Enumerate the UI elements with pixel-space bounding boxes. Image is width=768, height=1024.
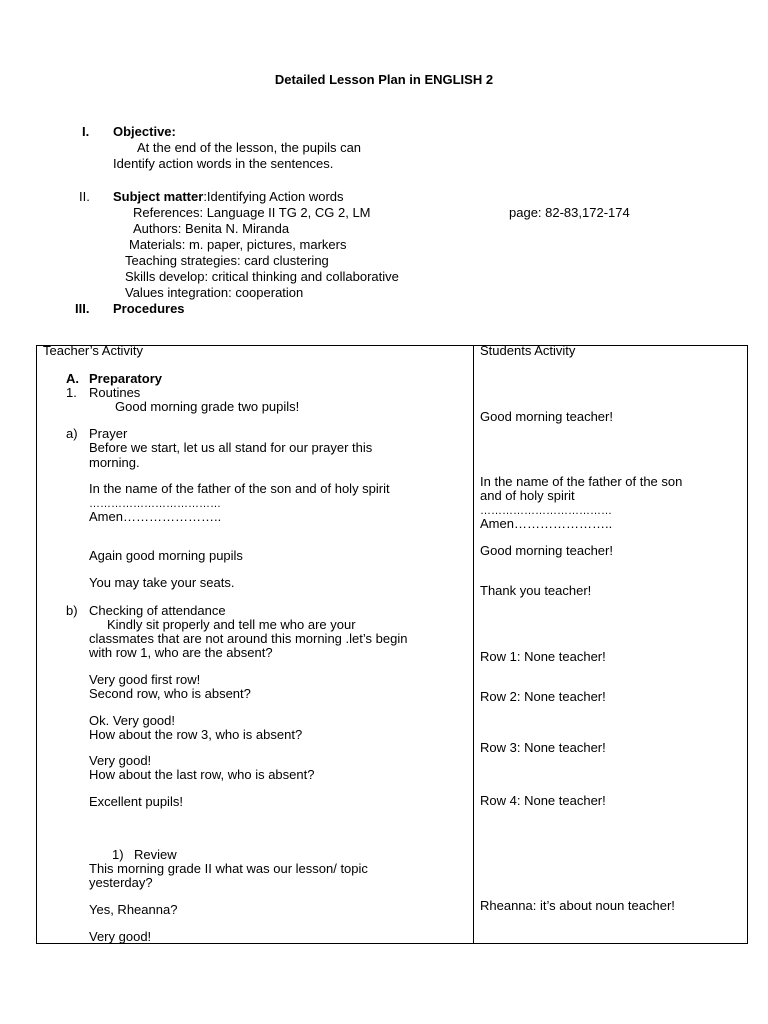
- student-row-1: Row 1: None teacher!: [480, 649, 606, 664]
- preparatory-label: A.: [66, 371, 79, 386]
- teacher-amen: Amen…………………..: [89, 509, 222, 524]
- objective-line-1: At the end of the lesson, the pupils can: [137, 140, 362, 155]
- teacher-last-row: How about the last row, who is absent?: [89, 767, 315, 782]
- page-title: Detailed Lesson Plan in ENGLISH 2: [274, 72, 494, 87]
- objective-line-2: Identify action words in the sentences.: [113, 156, 334, 171]
- teacher-row-3: How about the row 3, who is absent?: [89, 727, 303, 742]
- review-line-2: yesterday?: [89, 875, 153, 890]
- preparatory-heading: Preparatory: [89, 371, 162, 386]
- teacher-prayer-words: In the name of the father of the son and of holy spirit: [89, 481, 390, 496]
- student-prayer-line-1: In the name of the father of the son: [480, 474, 683, 489]
- procedures-numeral: III.: [75, 301, 90, 316]
- teacher-greeting: Good morning grade two pupils!: [115, 399, 300, 414]
- objective-numeral: I.: [82, 124, 90, 139]
- attendance-line-1: Kindly sit properly and tell me who are your: [107, 617, 356, 632]
- values-integration: Values integration: cooperation: [125, 285, 304, 300]
- student-prayer-line-2: and of holy spirit: [480, 488, 575, 503]
- skills-develop: Skills develop: critical thinking and collaborative: [125, 269, 399, 284]
- review-line-1: This morning grade II what was our lesson/ topic: [89, 861, 368, 876]
- teaching-strategies: Teaching strategies: card clustering: [125, 253, 329, 268]
- student-row-4: Row 4: None teacher!: [480, 793, 606, 808]
- teacher-prayer-dots: ………………………………: [89, 498, 221, 510]
- student-prayer-dots: ………………………………: [480, 505, 612, 517]
- procedures-heading: Procedures: [113, 301, 185, 316]
- student-row-3: Row 3: None teacher!: [480, 740, 606, 755]
- teacher-yes-rheanna: Yes, Rheanna?: [89, 902, 178, 917]
- review-number: 1): [112, 847, 124, 862]
- subject-matter-line: [113, 189, 344, 205]
- subject-matter-numeral: II.: [79, 189, 90, 204]
- student-good-morning-2: Good morning teacher!: [480, 543, 613, 558]
- subject-matter-topic: :Identifying Action words: [203, 189, 344, 204]
- student-row-2: Row 2: None teacher!: [480, 689, 606, 704]
- student-good-morning: Good morning teacher!: [480, 409, 613, 424]
- teacher-very-good-end: Very good!: [89, 929, 152, 944]
- column-divider: [473, 345, 474, 944]
- attendance-line-2: classmates that are not around this morning .let’s begin: [89, 631, 408, 646]
- subject-matter-heading: Subject matter: [113, 189, 204, 204]
- teacher-very-good-first: Very good first row!: [89, 672, 201, 687]
- attendance-heading: Checking of attendance: [89, 603, 226, 618]
- objective-heading: Objective:: [113, 124, 176, 139]
- teacher-excellent: Excellent pupils!: [89, 794, 183, 809]
- routines-heading: Routines: [89, 385, 141, 400]
- teacher-take-seats: You may take your seats.: [89, 575, 235, 590]
- student-rheanna-answer: Rheanna: it’s about noun teacher!: [480, 898, 675, 913]
- prayer-line-2: morning.: [89, 455, 140, 470]
- prayer-heading: Prayer: [89, 426, 128, 441]
- authors: Authors: Benita N. Miranda: [133, 221, 290, 236]
- attendance-line-3: with row 1, who are the absent?: [89, 645, 273, 660]
- attendance-label: b): [66, 603, 78, 618]
- routines-number: 1.: [66, 385, 77, 400]
- references-page: page: 82-83,172-174: [509, 205, 630, 220]
- teacher-column-header: Teacher’s Activity: [43, 343, 143, 358]
- teacher-second-row: Second row, who is absent?: [89, 686, 251, 701]
- prayer-line-1: Before we start, let us all stand for our prayer this: [89, 440, 373, 455]
- student-column-header: Students Activity: [480, 343, 576, 358]
- prayer-label: a): [66, 426, 78, 441]
- student-thank-you: Thank you teacher!: [480, 583, 592, 598]
- teacher-again-greeting: Again good morning pupils: [89, 548, 243, 563]
- review-heading: Review: [134, 847, 177, 862]
- materials: Materials: m. paper, pictures, markers: [129, 237, 347, 252]
- teacher-ok-very-good: Ok. Very good!: [89, 713, 175, 728]
- references: References: Language II TG 2, CG 2, LM: [133, 205, 371, 220]
- student-amen: Amen…………………..: [480, 516, 613, 531]
- teacher-very-good: Very good!: [89, 753, 152, 768]
